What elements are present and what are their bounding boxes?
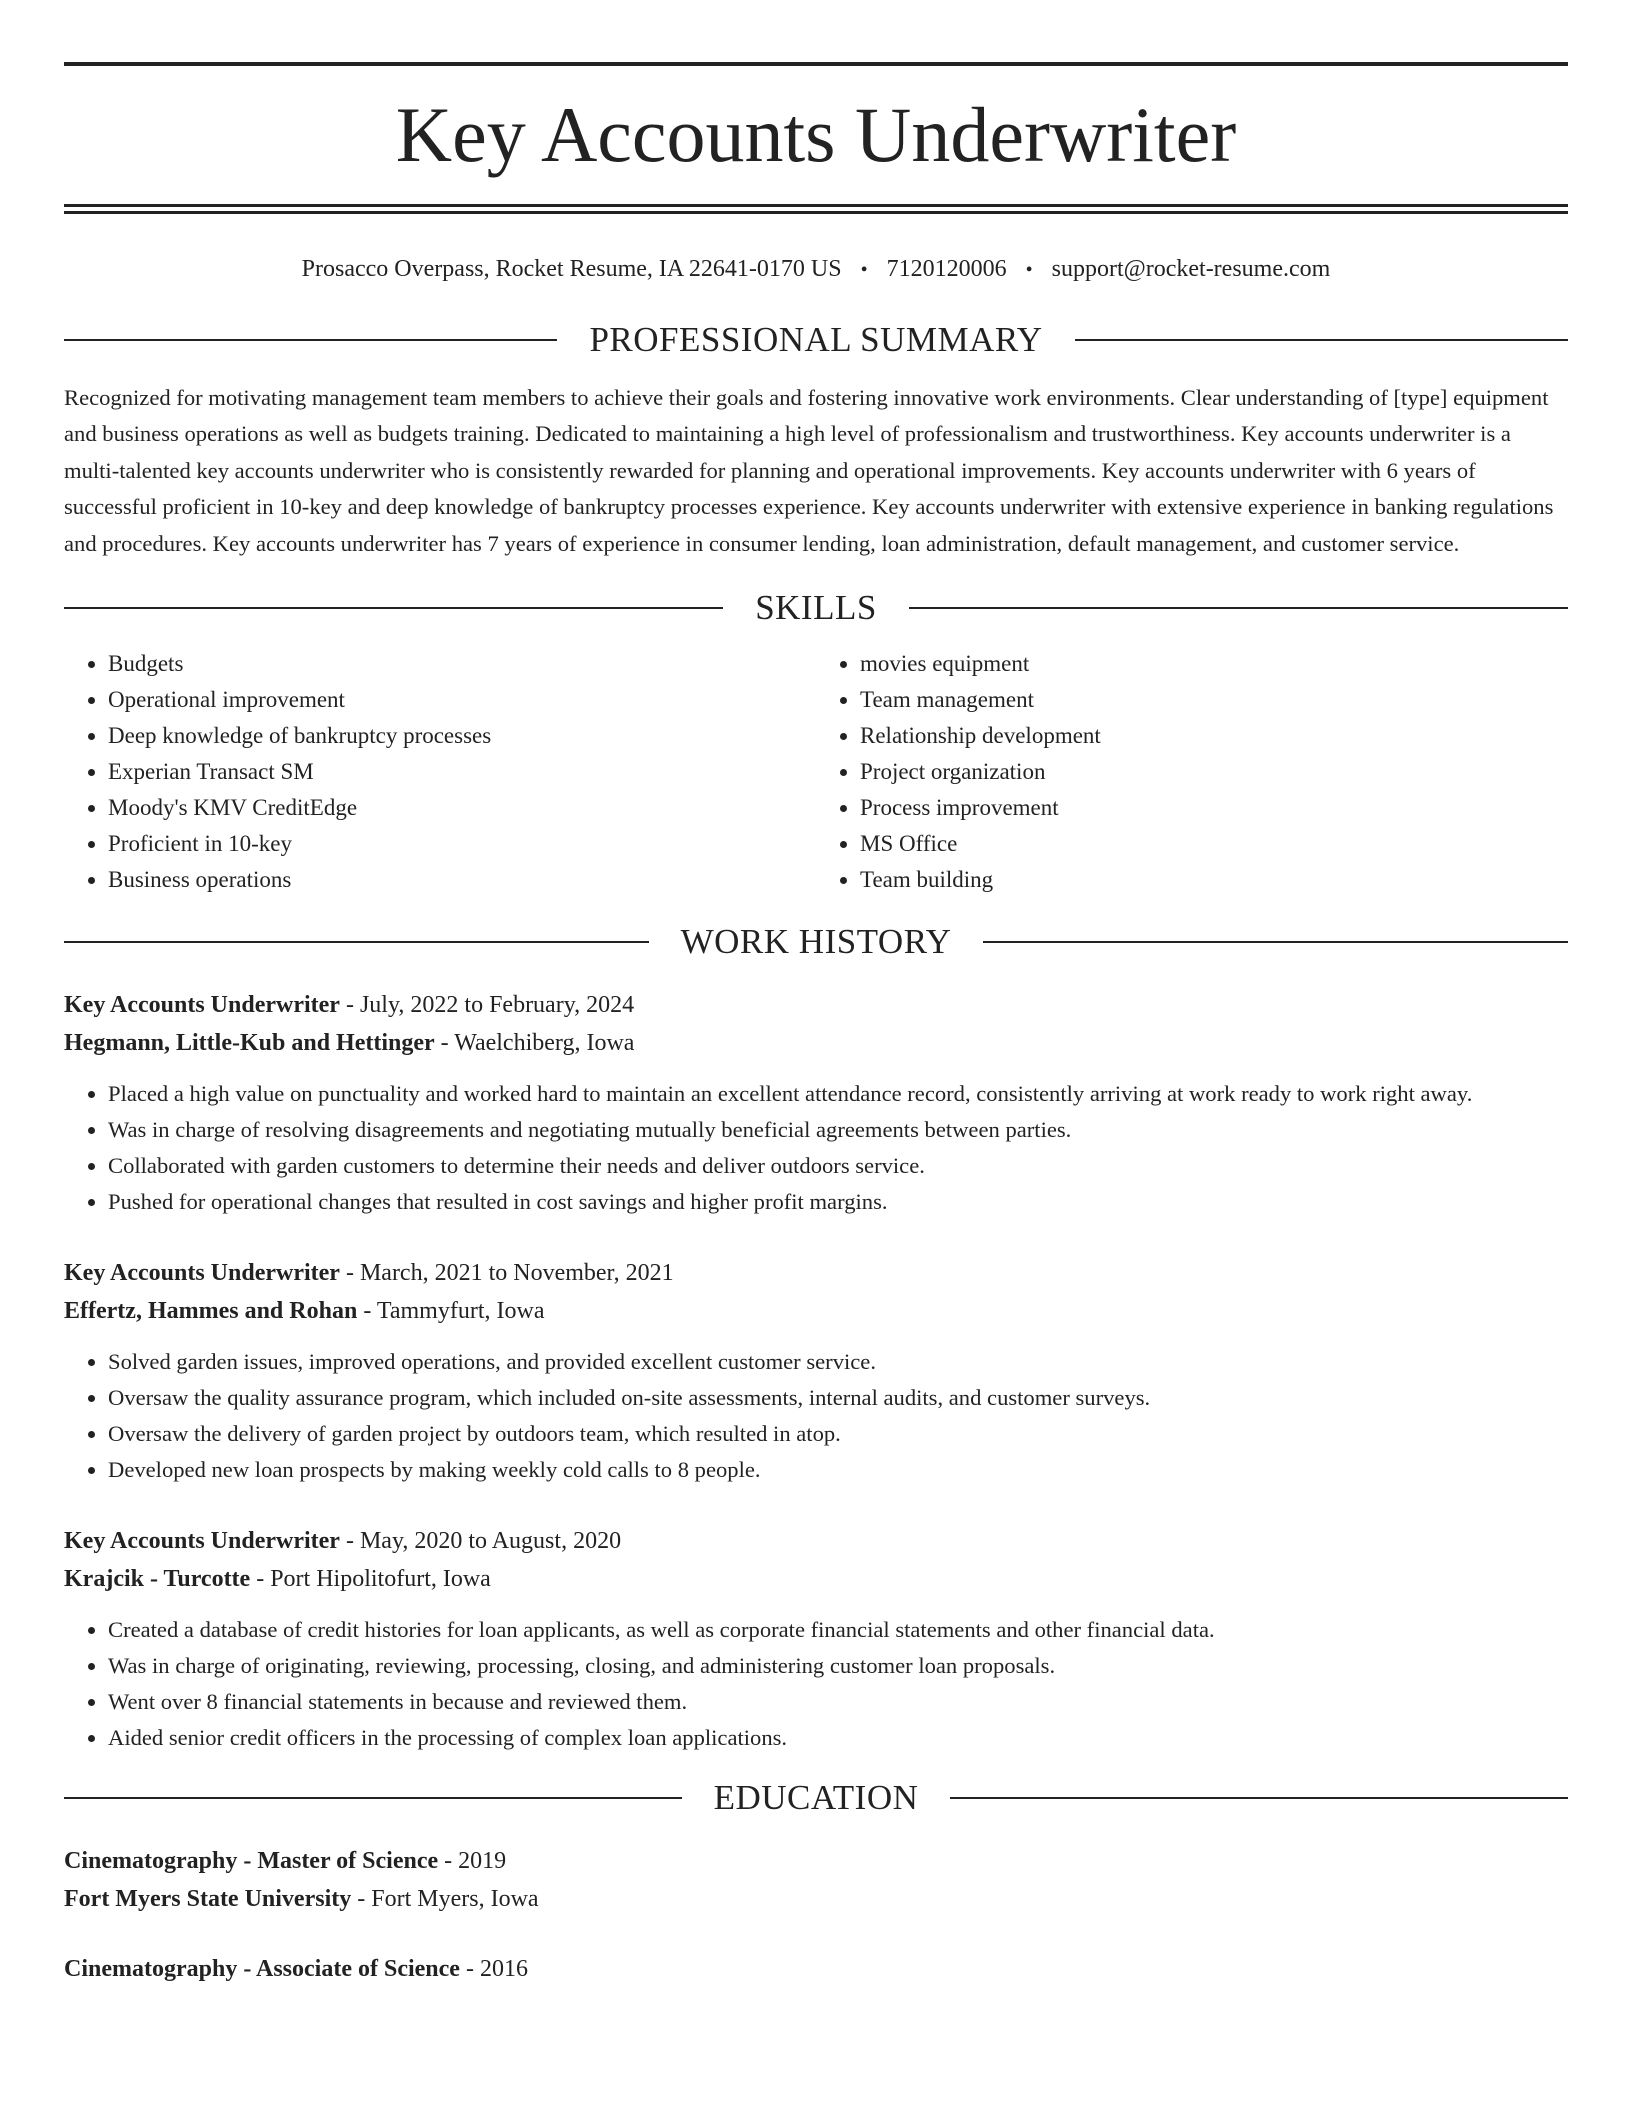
heading-rule (1075, 339, 1568, 341)
education-degree-line (64, 1842, 1568, 1880)
job-location: - Waelchiberg, Iowa (434, 1030, 635, 1057)
education-location: - Fort Myers, Iowa (351, 1886, 539, 1913)
education-section-heading (64, 1776, 1568, 1820)
skill-item: • MS Office (860, 826, 1568, 862)
job-company: Hegmann, Little-Kub and Hettinger (64, 1030, 435, 1057)
skill-item: • Business operations (108, 862, 816, 898)
contact-address: Prosacco Overpass, Rocket Resume, IA 22641-0170 US (301, 256, 842, 282)
job-bullet: • Was in charge of resolving disagreements and negotiating mutually beneficial agreements between parties. (108, 1112, 1568, 1148)
education-degree-line (64, 1950, 1568, 1988)
job-bullet: • Collaborated with garden customers to determine their needs and deliver outdoors service. (108, 1148, 1568, 1184)
heading-rule (983, 941, 1568, 943)
job-title-line (64, 1254, 1568, 1292)
job-bullet: • Placed a high value on punctuality and worked hard to maintain an excellent attendance record, consistently arriving at work ready to work right away. (108, 1076, 1568, 1112)
job-bullet: • Went over 8 financial statements in because and reviewed them. (108, 1684, 1568, 1720)
education-year: - 2019 (438, 1848, 507, 1875)
job-dates: - July, 2022 to February, 2024 (339, 992, 635, 1019)
resume-page (64, 62, 1568, 1988)
skill-item: • movies equipment (860, 646, 1568, 682)
heading-rule (64, 1797, 682, 1799)
job-dates: - March, 2021 to November, 2021 (339, 1260, 674, 1287)
education-entry (64, 1950, 1568, 1988)
skills-column-right (816, 646, 1568, 898)
job-title-line (64, 986, 1568, 1024)
job-bullets (64, 1076, 1568, 1220)
skill-item: • Deep knowledge of bankruptcy processes (108, 718, 816, 754)
job-bullet: • Pushed for operational changes that resulted in cost savings and higher profit margins. (108, 1184, 1568, 1220)
job-dates: - May, 2020 to August, 2020 (339, 1528, 622, 1555)
job-title: Key Accounts Underwriter (64, 992, 340, 1019)
title-double-rule (64, 204, 1568, 214)
heading-rule (909, 607, 1568, 609)
contact-separator: • (1025, 259, 1033, 281)
work-heading-label: WORK HISTORY (680, 922, 952, 962)
education-heading-label: EDUCATION (713, 1778, 919, 1818)
job-entry (64, 1254, 1568, 1488)
work-section-heading (64, 920, 1568, 964)
job-bullet: • Oversaw the quality assurance program, which included on-site assessments, internal audits, and customer surveys. (108, 1380, 1568, 1416)
skills-list (64, 646, 1568, 898)
education-entry (64, 1842, 1568, 1918)
job-location: - Tammyfurt, Iowa (357, 1298, 545, 1325)
job-company-line (64, 1024, 1568, 1062)
job-company: Krajcik - Turcotte (64, 1566, 251, 1593)
skill-item: • Proficient in 10-key (108, 826, 816, 862)
heading-rule (64, 339, 557, 341)
contact-line (64, 252, 1568, 286)
job-bullet: • Solved garden issues, improved operations, and provided excellent customer service. (108, 1344, 1568, 1380)
skill-item: • Team building (860, 862, 1568, 898)
skill-item: • Team management (860, 682, 1568, 718)
job-bullet: • Created a database of credit histories for loan applicants, as well as corporate financial statements and other financial data. (108, 1612, 1568, 1648)
summary-heading-label: PROFESSIONAL SUMMARY (589, 320, 1043, 359)
education-degree: Cinematography - Master of Science (64, 1848, 439, 1875)
job-title: Key Accounts Underwriter (64, 1528, 340, 1555)
resume-title: Key Accounts Underwriter (395, 91, 1237, 178)
heading-rule (64, 607, 723, 609)
heading-rule (950, 1797, 1568, 1799)
job-bullet: • Oversaw the delivery of garden project by outdoors team, which resulted in atop. (108, 1416, 1568, 1452)
job-company-line (64, 1560, 1568, 1598)
job-bullet: • Developed new loan prospects by making weekly cold calls to 8 people. (108, 1452, 1568, 1488)
summary-text: Recognized for motivating management team members to achieve their goals and fostering innovative work environments. Clear understanding of [type] equipment and business operations as well as budgets training. Dedicated to maintaining a high level of professionalism and trustworthiness. Key accounts underwriter is a multi-talented key accounts underwriter who is consistently rewarded for planning and operational improvements. Key accounts underwriter with 6 years of successful proficient in 10-key and deep knowledge of bankruptcy processes experience. Key accounts underwriter with extensive experience in banking regulations and procedures. Key accounts underwriter has 7 years of experience in consumer lending, loan administration, default management, and customer service. (64, 385, 1554, 556)
contact-phone: 7120120006 (886, 256, 1007, 282)
job-entry (64, 1522, 1568, 1756)
skill-item: • Budgets (108, 646, 816, 682)
job-bullets (64, 1344, 1568, 1488)
education-year: - 2016 (459, 1956, 528, 1983)
job-entry (64, 986, 1568, 1220)
skill-item: • Relationship development (860, 718, 1568, 754)
job-bullets (64, 1612, 1568, 1756)
skill-item: • Experian Transact SM (108, 754, 816, 790)
education-school: Fort Myers State University (64, 1886, 352, 1913)
job-bullet: • Aided senior credit officers in the processing of complex loan applications. (108, 1720, 1568, 1756)
skill-item: • Process improvement (860, 790, 1568, 826)
heading-rule (64, 941, 649, 943)
skills-section-heading (64, 586, 1568, 630)
contact-email: support@rocket-resume.com (1051, 256, 1331, 282)
summary-section-heading (64, 318, 1568, 362)
job-title-line (64, 1522, 1568, 1560)
skill-item: • Project organization (860, 754, 1568, 790)
education-school-line (64, 1880, 1568, 1918)
contact-separator: • (860, 259, 868, 281)
job-company: Effertz, Hammes and Rohan (64, 1298, 358, 1325)
education-degree: Cinematography - Associate of Science (64, 1956, 460, 1983)
job-bullet: • Was in charge of originating, reviewing, processing, closing, and administering customer loan proposals. (108, 1648, 1568, 1684)
skill-item: • Operational improvement (108, 682, 816, 718)
job-location: - Port Hipolitofurt, Iowa (250, 1566, 491, 1593)
skills-heading-label: SKILLS (755, 588, 877, 628)
skills-column-left (64, 646, 816, 898)
skill-item: • Moody's KMV CreditEdge (108, 790, 816, 826)
job-company-line (64, 1292, 1568, 1330)
job-title: Key Accounts Underwriter (64, 1260, 340, 1287)
